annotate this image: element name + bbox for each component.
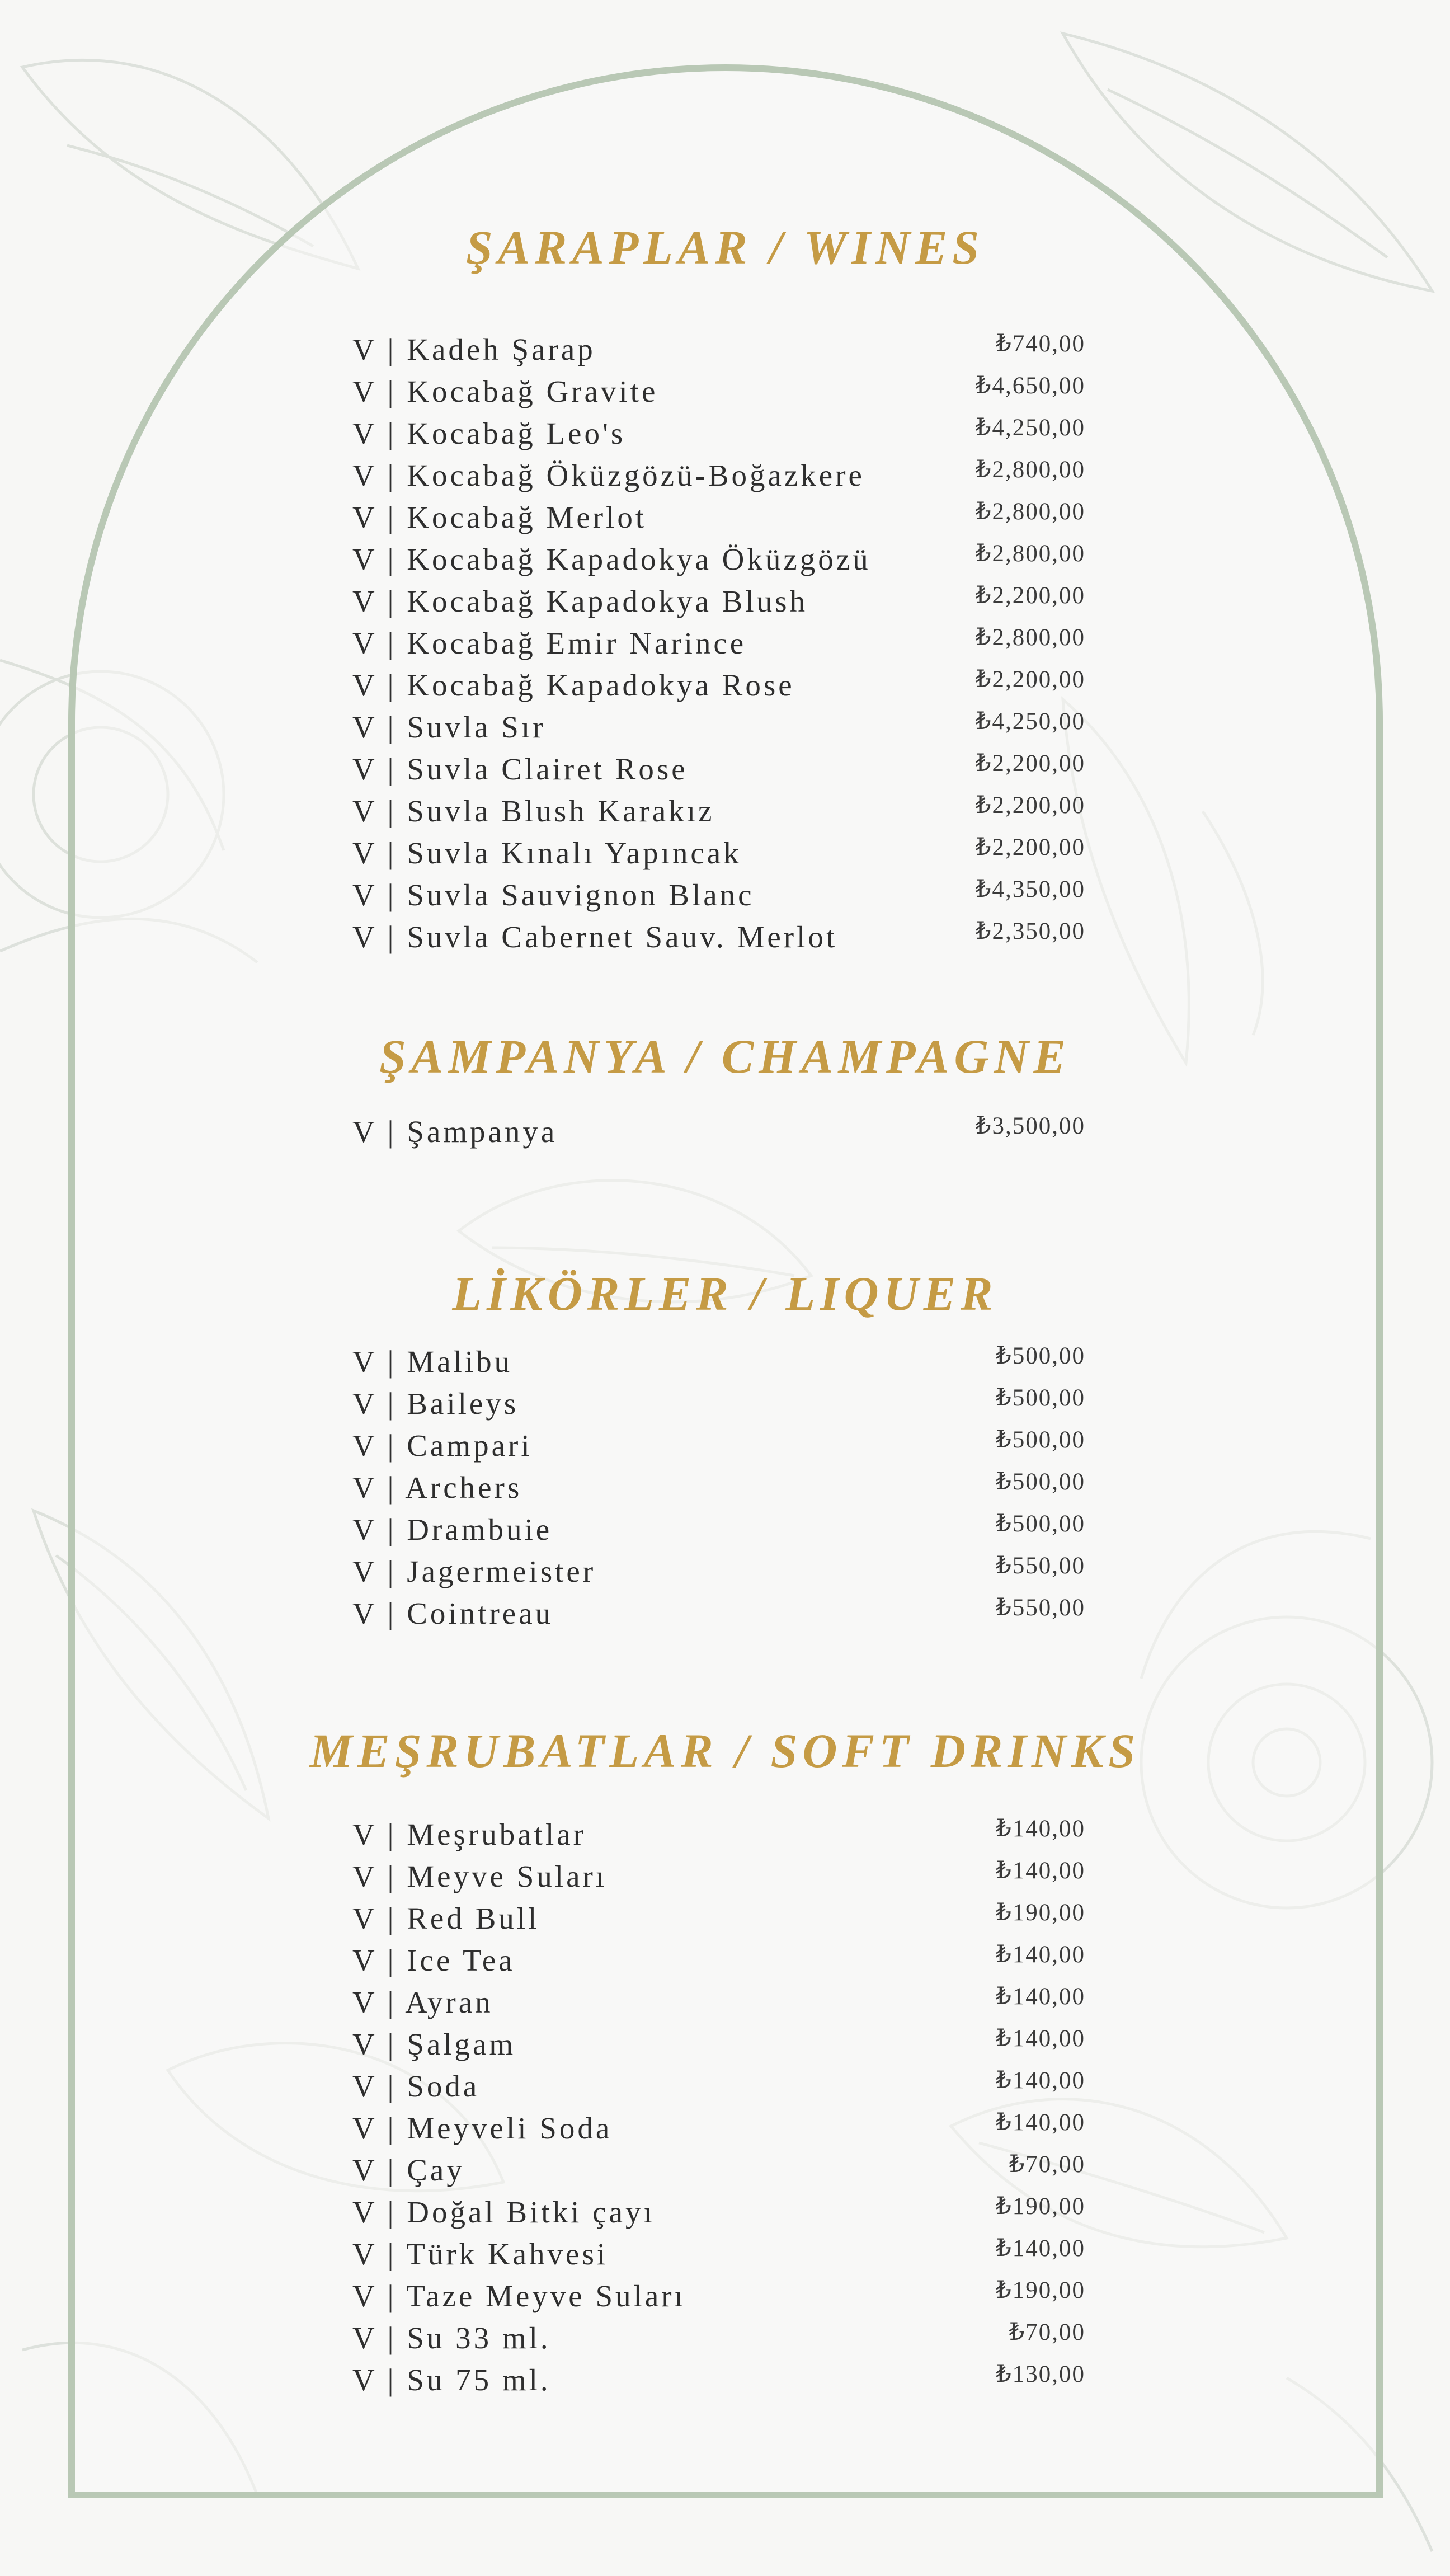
section-title-liqueurs: LİKÖRLER / LIQUER [452,1267,998,1320]
item-price: ₺140,00 [996,1942,1085,1968]
item-name: V | Kocabağ Gravite [352,374,658,408]
menu-item [352,1901,1085,1940]
item-name: V | Suvla Clairet Rose [352,752,688,786]
menu-item [352,793,1085,833]
item-name: V | Kocabağ Leo's [352,416,626,450]
item-name: V | Jagermeister [352,1554,596,1588]
item-price: ₺500,00 [996,1469,1085,1495]
item-name: V | Kadeh Şarap [352,332,596,366]
menu-item [352,1470,1085,1509]
menu-item [352,416,1085,455]
item-price: ₺3,500,00 [976,1113,1085,1139]
menu-item [352,1985,1085,2024]
menu-item [352,1817,1085,1856]
item-price: ₺140,00 [996,1816,1085,1842]
menu-item [352,2320,1085,2359]
item-name: V | Suvla Sauvignon Blanc [352,878,755,912]
menu-item [352,1859,1085,1898]
section-title-wines: ŞARAPLAR / WINES [465,220,985,274]
menu-item [352,919,1085,958]
item-name: V | Cointreau [352,1596,554,1630]
menu-item [352,1344,1085,1383]
item-name: V | Ice Tea [352,1943,515,1977]
item-name: V | Ayran [352,1985,493,2019]
item-price: ₺500,00 [996,1427,1085,1453]
item-name: V | Kocabağ Kapadokya Blush [352,584,808,618]
item-price: ₺190,00 [996,1900,1085,1926]
item-name: V | Suvla Sır [352,710,546,744]
menu-item [352,1596,1085,1635]
menu-item [352,626,1085,665]
item-name: V | Şalgam [352,2027,516,2061]
menu-item [352,2194,1085,2234]
item-price: ₺2,800,00 [976,540,1085,567]
item-name: V | Malibu [352,1345,513,1379]
item-name: V | Kocabağ Öküzgözü-Boğazkere [352,458,865,492]
menu-item [352,2362,1085,2401]
item-price: ₺2,200,00 [976,666,1085,693]
item-price: ₺140,00 [996,1858,1085,1884]
item-name: V | Baileys [352,1386,519,1421]
menu-item [352,2278,1085,2318]
item-price: ₺130,00 [996,2361,1085,2387]
item-price: ₺2,200,00 [976,582,1085,609]
item-price: ₺2,800,00 [976,624,1085,651]
menu-item [352,1386,1085,1425]
item-price: ₺4,250,00 [976,415,1085,441]
menu-item [352,667,1085,707]
section-title-champagne: ŞAMPANYA / CHAMPAGNE [379,1030,1071,1083]
item-name: V | Kocabağ Emir Narince [352,626,747,660]
item-name: V | Suvla Cabernet Sauv. Merlot [352,920,838,954]
item-price: ₺550,00 [996,1553,1085,1579]
menu-item [352,709,1085,749]
item-price: ₺190,00 [996,2277,1085,2304]
item-name: V | Suvla Blush Karakız [352,794,715,828]
menu-item [352,751,1085,791]
menu-item [352,1943,1085,1982]
item-price: ₺4,250,00 [976,708,1085,735]
item-name: V | Archers [352,1470,522,1505]
item-price: ₺500,00 [996,1511,1085,1537]
menu-item [352,374,1085,413]
menu-item [352,1428,1085,1467]
item-price: ₺2,350,00 [976,918,1085,944]
menu-item [352,500,1085,539]
item-name: V | Türk Kahvesi [352,2237,609,2271]
item-name: V | Kocabağ Kapadokya Öküzgözü [352,542,871,576]
menu-item [352,2152,1085,2192]
item-price: ₺2,800,00 [976,499,1085,525]
item-price: ₺500,00 [996,1385,1085,1411]
item-price: ₺2,200,00 [976,792,1085,819]
item-price: ₺140,00 [996,2067,1085,2094]
item-price: ₺4,650,00 [976,373,1085,399]
item-name: V | Soda [352,2069,480,2103]
menu-item [352,2069,1085,2108]
item-name: V | Şampanya [352,1115,558,1149]
item-price: ₺2,800,00 [976,457,1085,483]
item-name: V | Suvla Kınalı Yapıncak [352,836,742,870]
menu-item [352,458,1085,497]
menu-item [352,1512,1085,1551]
menu-item [352,2027,1085,2066]
item-price: ₺140,00 [996,1983,1085,2010]
menu-item [352,1554,1085,1593]
item-name: V | Kocabağ Kapadokya Rose [352,668,795,702]
item-price: ₺140,00 [996,2025,1085,2052]
item-name: V | Doğal Bitki çayı [352,2195,655,2229]
item-name: V | Meyveli Soda [352,2111,613,2145]
item-price: ₺140,00 [996,2109,1085,2136]
item-price: ₺70,00 [1009,2319,1085,2345]
menu-item [352,584,1085,623]
menu-item [352,542,1085,581]
item-name: V | Taze Meyve Suları [352,2279,686,2313]
item-name: V | Su 33 ml. [352,2321,551,2355]
item-name: V | Meyve Suları [352,1859,608,1893]
item-price: ₺550,00 [996,1595,1085,1621]
menu-item [352,2110,1085,2150]
item-name: V | Drambuie [352,1512,553,1546]
menu-item [352,877,1085,916]
section-title-soft-drinks: MEŞRUBATLAR / SOFT DRINKS [309,1724,1141,1778]
item-name: V | Su 75 ml. [352,2363,551,2397]
item-price: ₺2,200,00 [976,834,1085,861]
menu-item [352,2236,1085,2276]
item-price: ₺4,350,00 [976,876,1085,902]
item-name: V | Red Bull [352,1901,540,1935]
item-name: V | Kocabağ Merlot [352,500,647,534]
item-name: V | Campari [352,1428,533,1463]
menu-item [352,835,1085,875]
item-price: ₺500,00 [996,1343,1085,1369]
item-name: V | Meşrubatlar [352,1817,586,1851]
menu-item [352,332,1085,371]
item-price: ₺70,00 [1009,2151,1085,2178]
item-name: V | Çay [352,2153,465,2187]
menu-item [352,1114,1085,1153]
item-price: ₺190,00 [996,2193,1085,2220]
item-price: ₺740,00 [996,331,1085,357]
item-price: ₺2,200,00 [976,750,1085,777]
item-price: ₺140,00 [996,2235,1085,2262]
